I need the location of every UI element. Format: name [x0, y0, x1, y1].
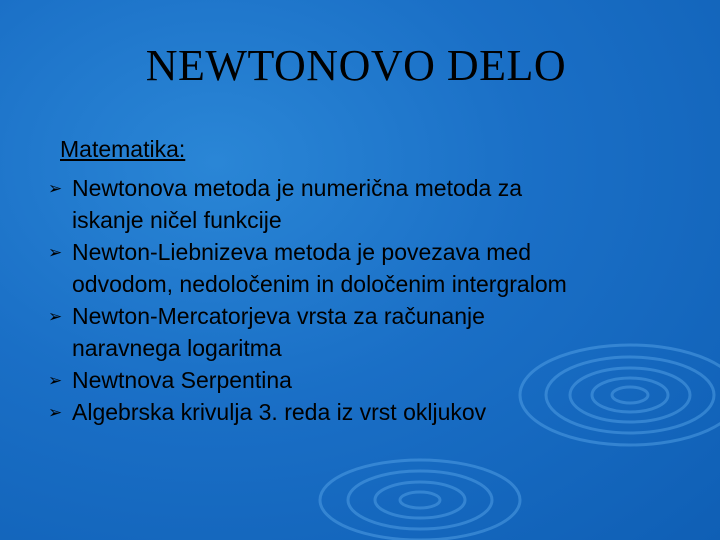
bullet-item: [48, 300, 698, 364]
slide-title: NEWTONOVO DELO: [145, 41, 567, 90]
bullet-line: Algebrska krivulja 3. reda iz vrst okljukov: [72, 399, 487, 425]
arrowhead-bullet-icon: ➢: [48, 371, 63, 390]
bullet-line: Newton-Mercatorjeva vrsta za računanje: [72, 303, 485, 329]
section-heading: Matematika:: [60, 136, 186, 162]
arrowhead-bullet-icon: ➢: [48, 403, 63, 422]
bullet-line: Newtnova Serpentina: [72, 367, 292, 393]
arrowhead-bullet-icon: ➢: [48, 307, 63, 326]
bullet-line: Newtonova metoda je numerična metoda za: [72, 175, 523, 201]
bullet-line: Newton-Liebnizeva metoda je povezava med: [72, 239, 531, 265]
bullet-line: odvodom, nedoločenim in določenim intergralom: [72, 271, 567, 297]
bullet-item: [48, 396, 698, 428]
bullet-list: [48, 172, 698, 428]
bullet-item: [48, 172, 698, 236]
bullet-line: iskanje ničel funkcije: [72, 207, 282, 233]
bullet-line: naravnega logaritma: [72, 335, 282, 361]
bullet-item: [48, 364, 698, 396]
arrowhead-bullet-icon: ➢: [48, 243, 63, 262]
bullet-item: [48, 236, 698, 300]
arrowhead-bullet-icon: ➢: [48, 179, 63, 198]
